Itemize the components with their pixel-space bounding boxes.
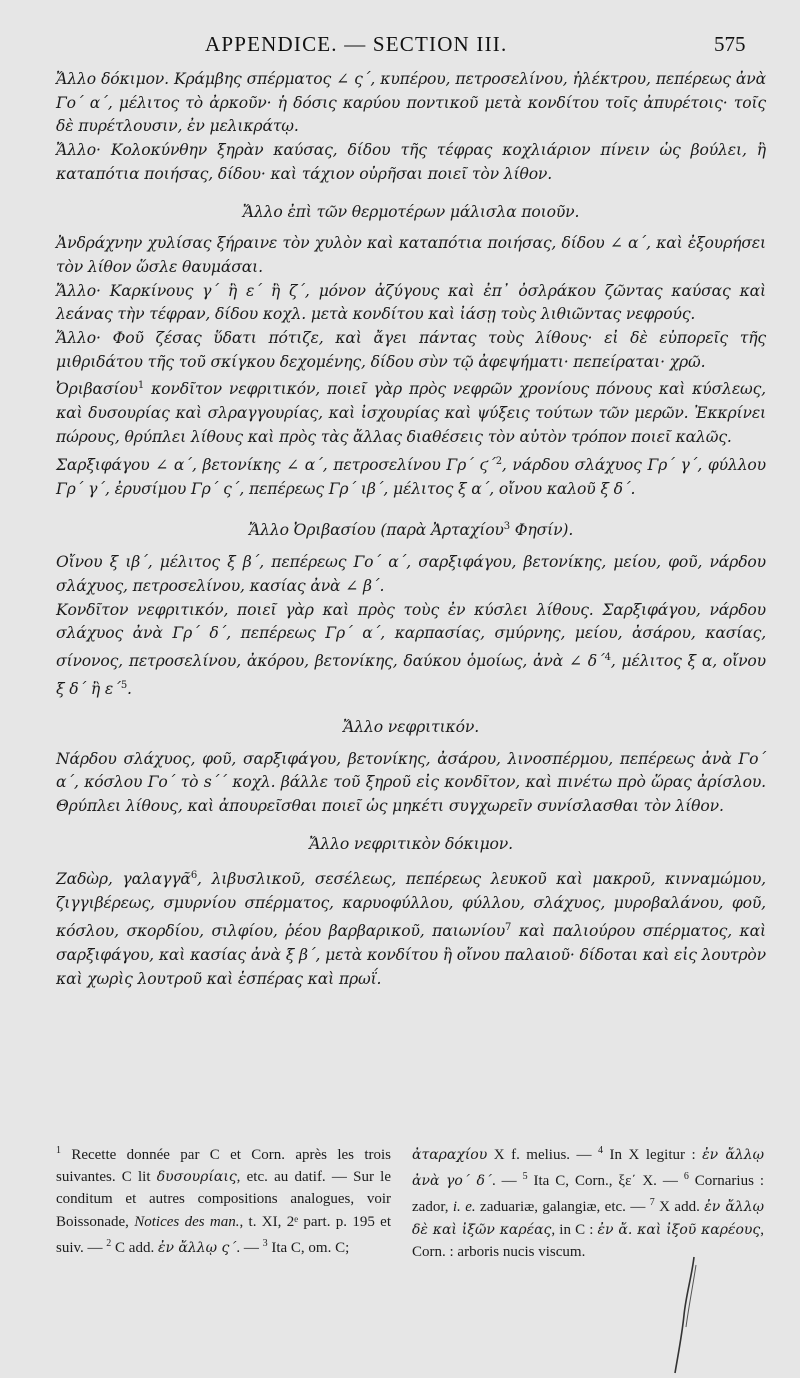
paragraph-konditon: Κονδῖτον νεφριτικόν, ποιεῖ γὰρ καὶ πρὸς τοὺς ἐν κύσλει λίθους. Σαρξιφάγου, νάρδου σλάχυος ἀνὰ Γρ΄ δ΄, πεπέρεως Γρ΄ α΄, καρπασίας, σμύρνης, μείου, ἀσάρου, κασίας, σίνονος, πετροσελίνου, ἀκόρου, βετονίκης, δαύκου ὁμοίως, ἀνὰ ∠ δ΄$^4$, μέλιτος ξ α, οἴνου ξ δ΄ ἢ ε΄$^5$. — [56, 600, 766, 699]
paragraph-zador: Ζαδὼρ, γαλαγγᾶ$^6$, λιβυσλικοῦ, σεσέλεως, πεπέρεως λευκοῦ καὶ μακροῦ, κινναμώμου, ζιγγιβέρεως, σμυρνίου σπέρματος, καρυοφύλλου, φύλλου, σλάχυος, μυροβαλάνου, φοῦ, κόσλου, σκορδίου, σιλφίου, ῥέου βαρβαρικοῦ, παιωνίου$^7$ καὶ παλιούρου σπέρματος, καὶ σαρξιφάγου, καὶ κασίας ἀνὰ ξ β΄, μετὰ κονδίτου ἢ οἴνου παλαιοῦ· δίδοται καὶ εἰς λουτρὸν καὶ χωρὶς λουτροῦ καὶ ἑσπέρας καὶ πρωΐ. — [56, 870, 766, 988]
footnote-number-3: 3 — [262, 1237, 268, 1249]
page-number: 575 — [714, 32, 746, 56]
section-heading-thermoteron: Ἄλλο ἐπὶ τῶν θερμοτέρων μάλισλα ποιοῦν. — [242, 202, 580, 221]
paragraph-nardou: Νάρδου σλάχυος, φοῦ, σαρξιφάγου, βετονίκης, ἀσάρου, λινοσπέρμου, πεπέρεως ἀνὰ Γο΄ α΄, κόσλου Γο΄ τὸ s΄΄ κοχλ. βάλλε τοῦ ξηροῦ εἰς κονδῖτον, καὶ πινέτω πρὸ ὥρας ἀρίσλου. Θρύπλει λίθους, καὶ ἀπουρεῖσθαι ποιεῖ ὡς μηκέτι συγχωρεῖν συνίσλασθαι τὸν λίθον. — [56, 749, 766, 815]
footnote-ref-2: 2 — [495, 455, 502, 467]
paragraph-oinou: Οἴνου ξ ιβ΄, μέλιτος ξ β΄, πεπέρεως Γο΄ α΄, σαρξιφάγου, βετονίκης, μείου, φοῦ, νάρδου σλάχυος, πετροσελίνου, κασίας ἀνὰ ∠ β΄. — [56, 553, 766, 595]
footnote-ref-1: 1 — [137, 380, 145, 392]
paragraph-kolokynthe: Ἄλλο· Κολοκύνθην ξηρὰν καύσας, δίδου τῆς τέφρας κοχλιάριον πίνειν ὡς βούλει, ἢ καταπότια ποιήσας, δίδου· καὶ τάχιον οὐρῆσαι ποιεῖ τὸν λίθον. — [56, 141, 766, 183]
footnote-ref-4: 4 — [604, 652, 611, 664]
paragraph-andrachne: Ἀνδράχνην χυλίσας ξήραινε τὸν χυλὸν καὶ καταπότια ποιήσας, δίδου ∠ α΄, καὶ ἐξουρήσει τὸν λίθον ὥσλε θαυμάσαι. — [56, 234, 766, 276]
footnote-ref-3: 3 — [503, 521, 510, 533]
footnote-number-1: 1 — [56, 1145, 61, 1156]
paragraph-sarxiphagou: Σαρξιφάγου ∠ α΄, βετονίκης ∠ α΄, πετροσελίνου Γρ΄ ϛ΄$^2$, νάρδου σλάχυος Γρ΄ γ΄, φύλλου Γρ΄ γ΄, ἐρυσίμου Γρ΄ ς΄, πεπέρεως Γρ΄ ιβ΄, μέλιτος ξ α΄, οἴνου καλοῦ ξ δ΄. — [56, 455, 766, 498]
footnote-number-5: 5 — [522, 1171, 528, 1183]
section-heading-oribasiou: Ἄλλο Ὀριβασίου (παρὰ Ἀρταχίου$^3$ Φησίν). — [248, 521, 574, 540]
footnote-number-6: 6 — [683, 1171, 689, 1183]
paragraph-karkinous: Ἄλλο· Καρκίνους γ΄ ἢ ε΄ ἢ ζ΄, μόνον ἀζύγους καὶ ἐπ᾽ ὀσλράκου ζῶντας καύσας καὶ λεάνας τὴν τέφραν, δίδου κοχλ. μετὰ κονδίτου καὶ ἰάσῃ τοὺς λιθιῶντας νεφρούς. — [56, 281, 766, 324]
footnotes-left-column: $^1$ Recette donnée par C et Corn. après les trois suivantes. C lit δυσουρίαις, etc. au datif. — Sur le conditum et autres compositions analogues, voir Boissonade, Notices des man., t. XI, 2ᵉ part. p. 195 et suiv. — $^2$ C add. ἐν ἄλλῳ ς΄. — $^3$ Ita C, om. C; — [56, 1145, 391, 1256]
footnote-number-7: 7 — [649, 1197, 655, 1209]
footnote-ref-5: 5 — [120, 679, 128, 691]
ink-stroke-mark — [672, 1255, 702, 1375]
running-head — [0, 32, 800, 62]
section-heading-nephritikon: Ἄλλο νεφριτικόν. — [343, 717, 479, 736]
paragraph-allo-dokimon: Ἄλλο δόκιμον. Κράμβης σπέρματος ∠ ς΄, κυπέρου, πετροσελίνου, ἠλέκτρου, πεπέρεως ἀνὰ Γο΄ α΄, μέλιτος τὸ ἀρκοῦν· ἡ δόσις καρύου ποντικοῦ μετὰ κονδίτου τοῖς ἀπυρέτοις· τοῖς δὲ πυρέτλουσιν, ἐν μελικράτῳ. — [56, 70, 766, 136]
running-title: APPENDICE. — SECTION III. — [205, 32, 508, 56]
footnote-number-2: 2 — [106, 1237, 112, 1249]
main-text — [56, 68, 766, 991]
paragraph-phou: Ἄλλο· Φοῦ ζέσας ὕδατι πότιζε, καὶ ἄγει πάντας τοὺς λίθους· εἰ δὲ εὐπορεῖς τῆς μιθριδάτου τῆς τοῦ σκίγκου δεχομένης, δίδου σὺν τῷ ἀφεψήματι· πεπείραται· χρῶ. — [56, 329, 766, 371]
paragraph-oribasiou: Ὀριβασίου$^1$ κονδῖτον νεφριτικόν, ποιεῖ γὰρ πρὸς νεφρῶν χρονίους πόνους καὶ κύσλεως, καὶ δυσουρίας καὶ σλραγγουρίας, καὶ ἰσχουρίας καὶ ψύξεις τούτων τῶν μερῶν. Ἐκκρίνει πώρους, θρύπλει λίθους καὶ πρὸς τὰς ἄλλας διαθέσεις τὸν αὐτὸν τρόπον ποιεῖ καλῶς. — [56, 380, 766, 447]
footnote-number-4: 4 — [598, 1145, 604, 1156]
footnote-ref-7: 7 — [505, 921, 512, 933]
footnotes-right-column: ἀταραχίου X f. melius. — $^4$ In X legitur : ἐν ἄλλῳ ἀνὰ γο΄ δ΄. — $^5$ Ita C, Corn., ξε΄ X. — $^6$ Cornarius : zador, i. e. zaduariæ, galangiæ, etc. — $^7$ X add. ἐν ἄλλῳ δὲ καὶ ἰξῶν καρέας, in C : ἐν ἄ. καὶ ἰξοῦ καρέους, Corn. : arboris nucis viscum. — [412, 1145, 765, 1260]
footnote-ref-6: 6 — [190, 870, 198, 882]
section-heading-nephritikon-dokimon: Ἄλλο νεφριτικὸν δόκιμον. — [309, 834, 513, 853]
